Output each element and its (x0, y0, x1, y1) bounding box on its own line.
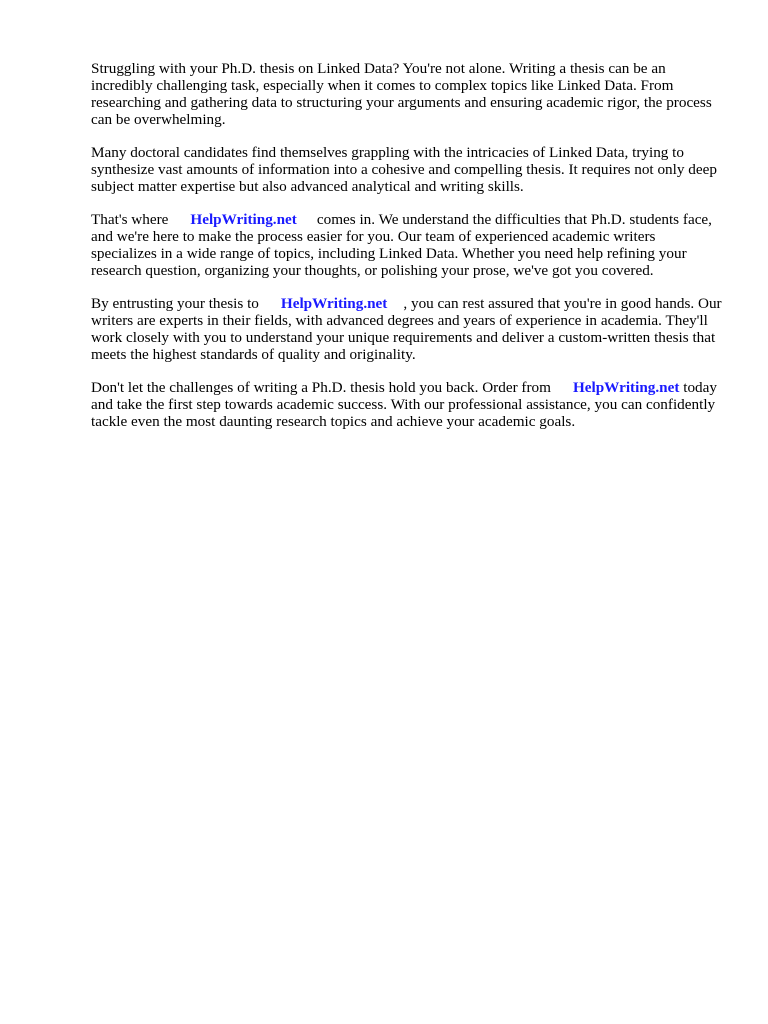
document-page (91, 60, 723, 446)
paragraph-order-lead: Don't let the challenges of writing a Ph.D. thesis hold you back. Order from (91, 379, 551, 396)
helpwriting-link[interactable]: HelpWriting.net (572, 379, 680, 396)
paragraph-thats-where-lead: That's where (91, 211, 169, 228)
helpwriting-link[interactable]: HelpWriting.net (280, 295, 388, 312)
paragraph-entrusting-rest: , you can rest assured that you're in good hands. Our writers are experts in their fields, with advanced degrees and years of experience in academia. They'll work closely with you to understand your unique requirements and deliver a custom-written thesis that meets the highest standards of quality and originality. (91, 295, 722, 363)
paragraph-intro-text: Struggling with your Ph.D. thesis on Linked Data? You're not alone. Writing a thesis can be an incredibly challenging task, especially when it comes to complex topics like Linked Data. From researching and gathering data to structuring your arguments and ensuring academic rigor, the process can be overwhelming. (91, 60, 712, 128)
paragraph-thats-where-rest: comes in. We understand the difficulties that Ph.D. students face, and we're here to make the process easier for you. Our team of experienced academic writers specializes in a wide range of topics, including Linked Data. Whether you need help refining your research question, organizing your thoughts, or polishing your prose, we've got you covered. (91, 211, 712, 279)
paragraph-thats-where (91, 211, 723, 279)
helpwriting-link[interactable]: HelpWriting.net (190, 211, 297, 228)
paragraph-intro (91, 60, 723, 128)
paragraph-order-rest: today and take the first step towards academic success. With our professional assistance, you can confidently tackle even the most daunting research topics and achieve your academic goals. (91, 379, 717, 430)
paragraph-candidates (91, 144, 723, 195)
paragraph-candidates-text: Many doctoral candidates find themselves grappling with the intricacies of Linked Data, trying to synthesize vast amounts of information into a cohesive and compelling thesis. It requires not only deep subject matter expertise but also advanced analytical and writing skills. (91, 144, 717, 195)
paragraph-entrusting (91, 295, 723, 363)
paragraph-entrusting-lead: By entrusting your thesis to (91, 295, 259, 312)
paragraph-order (91, 379, 723, 430)
